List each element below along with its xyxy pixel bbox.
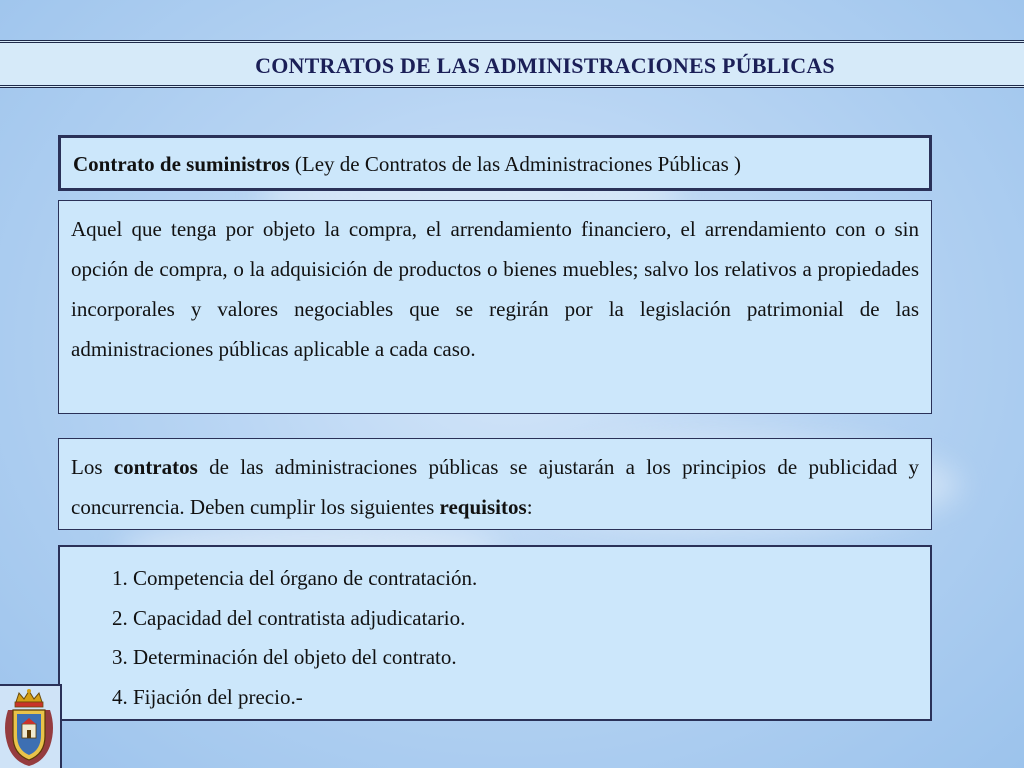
- principles-box: [58, 438, 932, 530]
- page-title: CONTRATOS DE LAS ADMINISTRACIONES PÚBLICAS: [255, 53, 835, 78]
- principles-bold-requisitos: requisitos: [439, 495, 527, 519]
- principles-text-2: de las administraciones públicas se ajustarán a los principios de publicidad y concurrencia. Deben cumplir los siguientes: [71, 455, 920, 519]
- requirement-item: 3. Determinación del objeto del contrato.: [112, 645, 457, 669]
- requirement-item: 2. Capacidad del contratista adjudicatario.: [112, 605, 466, 630]
- heading-rest-text: (Ley de Contratos de las Administraciones Públicas ): [289, 152, 742, 176]
- requirement-item: 4. Fijación del precio.-: [112, 684, 303, 709]
- contract-heading-box: [58, 135, 932, 191]
- title-band: [0, 40, 1024, 88]
- requirement-item: 1. Competencia del órgano de contratación.: [112, 566, 478, 590]
- requirements-list: [58, 545, 932, 721]
- heading-bold-text: Contrato de suministros: [73, 152, 290, 176]
- principles-text-3: :: [526, 495, 533, 519]
- definition-box: [58, 200, 932, 414]
- principles-bold-contratos: contratos: [113, 455, 198, 479]
- definition-text: Aquel que tenga por objeto la compra, el arrendamiento financiero, el arrendamiento con o sin opción de compra, o la adquisición de productos o bienes muebles; salvo los relativos a propiedades incorporales y valores negociables que se regirán por la legislación patrimonial de las administraciones públicas aplicable a cada caso.: [71, 217, 919, 361]
- coat-of-arms-icon: [0, 688, 58, 768]
- crest-frame: [0, 684, 62, 768]
- principles-text-1: Los: [71, 455, 114, 479]
